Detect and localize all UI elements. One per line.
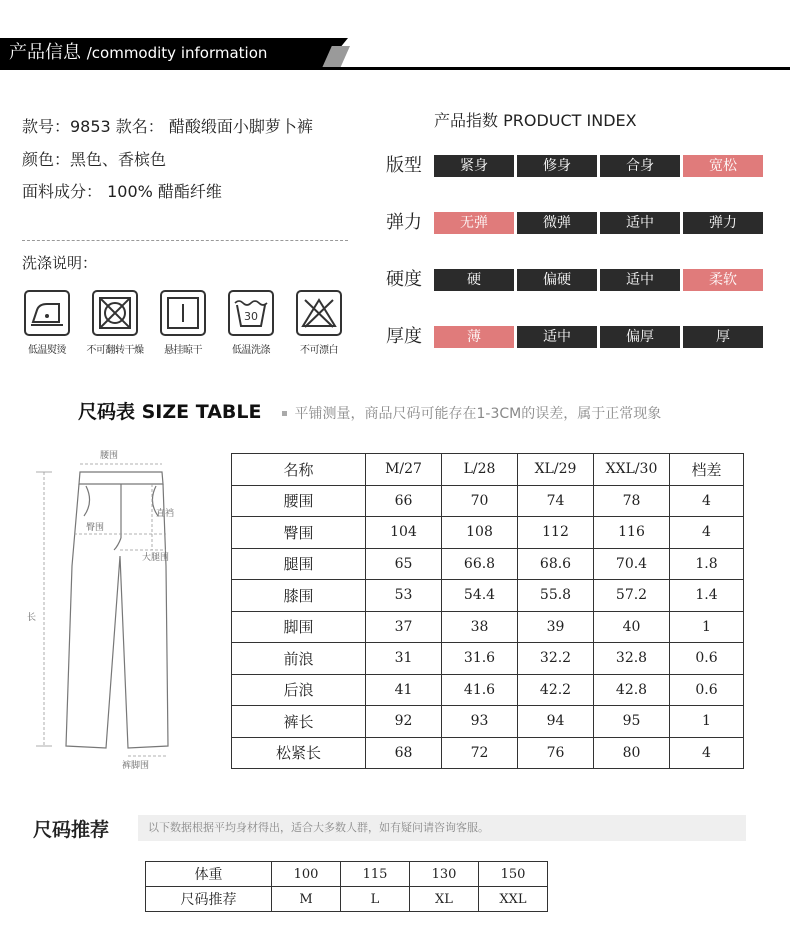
table-cell: M xyxy=(272,887,341,912)
wash-item xyxy=(12,290,82,356)
table-cell: 42.8 xyxy=(594,674,670,706)
index-option: 弹力 xyxy=(683,212,763,234)
size-table xyxy=(231,453,744,769)
info-color: 颜色：黑色、香槟色 xyxy=(22,150,167,169)
size-table-heading xyxy=(78,400,661,426)
table-cell: 1 xyxy=(670,611,744,643)
table-cell: 32.8 xyxy=(594,643,670,675)
table-cell: 42.2 xyxy=(518,674,594,706)
wash-30-icon xyxy=(228,290,274,336)
header-title-cn: 产品信息 xyxy=(9,42,81,63)
table-cell: 55.8 xyxy=(518,580,594,612)
table-cell: 66 xyxy=(366,485,442,517)
table-cell: 后浪 xyxy=(232,674,366,706)
table-cell: 93 xyxy=(442,706,518,738)
table-row xyxy=(232,643,744,675)
wash-label: 悬挂晾干 xyxy=(164,345,202,356)
table-cell: 0.6 xyxy=(670,674,744,706)
index-option: 硬 xyxy=(434,269,514,291)
table-header-cell: L/28 xyxy=(442,454,518,486)
table-cell: L xyxy=(341,887,410,912)
table-cell: 裤长 xyxy=(232,706,366,738)
index-option: 偏厚 xyxy=(600,326,680,348)
header-underline xyxy=(0,67,790,70)
diagram-label-thigh: 大腿围 xyxy=(142,553,170,563)
wash-item xyxy=(80,290,150,356)
diagram-label-hem: 裤脚围 xyxy=(122,761,150,771)
table-cell: 92 xyxy=(366,706,442,738)
diagram-label-waist: 腰围 xyxy=(100,451,119,461)
table-cell: 54.4 xyxy=(442,580,518,612)
header-title-en: /commodity information xyxy=(86,44,268,62)
pants-diagram xyxy=(22,446,192,776)
table-cell: 32.2 xyxy=(518,643,594,675)
wash-item xyxy=(284,290,354,356)
bullet-dot xyxy=(282,411,287,416)
table-cell: 68.6 xyxy=(518,548,594,580)
table-cell: 1.4 xyxy=(670,580,744,612)
table-cell: 130 xyxy=(410,862,479,887)
table-header-cell: 名称 xyxy=(232,454,366,486)
diagram-label-rise: 直裆 xyxy=(156,509,175,519)
no-tumble-dry-icon xyxy=(92,290,138,336)
table-cell: 0.6 xyxy=(670,643,744,675)
table-cell: 57.2 xyxy=(594,580,670,612)
index-row-stretch xyxy=(386,212,763,234)
table-cell: 116 xyxy=(594,517,670,549)
table-cell: 31 xyxy=(366,643,442,675)
table-row xyxy=(232,548,744,580)
index-row-fit xyxy=(386,155,763,177)
index-option: 柔软 xyxy=(683,269,763,291)
table-cell: 78 xyxy=(594,485,670,517)
index-row-label: 版型 xyxy=(386,155,422,176)
table-row xyxy=(232,674,744,706)
table-cell: 41.6 xyxy=(442,674,518,706)
table-cell: 37 xyxy=(366,611,442,643)
recommend-note: 以下数据根据平均身材得出，适合大多数人群，如有疑问请咨询客服。 xyxy=(138,815,746,841)
index-row-label: 硬度 xyxy=(386,269,422,290)
table-cell: 65 xyxy=(366,548,442,580)
table-cell: 腿围 xyxy=(232,548,366,580)
table-header-cell: M/27 xyxy=(366,454,442,486)
table-row xyxy=(232,517,744,549)
diagram-label-length: 长 xyxy=(27,613,37,623)
size-table-title: 尺码表 SIZE TABLE xyxy=(78,401,262,423)
table-cell: 100 xyxy=(272,862,341,887)
table-header-cell: XL/29 xyxy=(518,454,594,486)
wash-label: 不可翻转干燥 xyxy=(86,345,144,356)
table-cell: 150 xyxy=(479,862,548,887)
index-row-hardness xyxy=(386,269,763,291)
wash-label: 低温洗涤 xyxy=(232,345,270,356)
table-cell: 尺码推荐 xyxy=(146,887,272,912)
table-cell: 94 xyxy=(518,706,594,738)
table-cell: 70.4 xyxy=(594,548,670,580)
iron-low-temp-icon xyxy=(24,290,70,336)
index-option: 无弹 xyxy=(434,212,514,234)
table-cell: 脚围 xyxy=(232,611,366,643)
table-cell: 4 xyxy=(670,517,744,549)
recommend-table xyxy=(145,861,548,912)
table-cell: XL xyxy=(410,887,479,912)
index-option: 紧身 xyxy=(434,155,514,177)
hang-dry-icon xyxy=(160,290,206,336)
table-cell: 112 xyxy=(518,517,594,549)
size-table-note: 平铺测量，商品尺码可能存在1-3CM的误差，属于正常现象 xyxy=(294,406,662,422)
info-divider xyxy=(22,240,348,241)
index-option: 修身 xyxy=(517,155,597,177)
header-title xyxy=(9,42,267,64)
index-option: 适中 xyxy=(600,212,680,234)
table-row xyxy=(232,485,744,517)
wash-label: 低温熨烫 xyxy=(28,345,66,356)
table-cell: 76 xyxy=(518,737,594,769)
index-option: 适中 xyxy=(517,326,597,348)
index-option: 薄 xyxy=(434,326,514,348)
index-option: 厚 xyxy=(683,326,763,348)
recommend-title: 尺码推荐 xyxy=(33,819,110,841)
table-row xyxy=(232,611,744,643)
table-cell: 108 xyxy=(442,517,518,549)
table-cell: 72 xyxy=(442,737,518,769)
index-row-thickness xyxy=(386,326,763,348)
index-option: 偏硬 xyxy=(517,269,597,291)
table-cell: 1 xyxy=(670,706,744,738)
info-fabric: 面料成分： 100% 醋酯纤维 xyxy=(22,182,222,201)
size-table-header-row xyxy=(232,454,744,486)
table-cell: 74 xyxy=(518,485,594,517)
index-row-label: 弹力 xyxy=(386,212,422,233)
table-cell: XXL xyxy=(479,887,548,912)
wash-temp-text: 30 xyxy=(244,310,258,323)
table-row xyxy=(146,862,548,887)
index-row-label: 厚度 xyxy=(386,326,422,347)
diagram-label-hip: 臀围 xyxy=(86,523,105,533)
table-cell: 68 xyxy=(366,737,442,769)
table-cell: 80 xyxy=(594,737,670,769)
table-header-cell: XXL/30 xyxy=(594,454,670,486)
index-option: 适中 xyxy=(600,269,680,291)
table-cell: 95 xyxy=(594,706,670,738)
table-cell: 膝围 xyxy=(232,580,366,612)
table-cell: 4 xyxy=(670,737,744,769)
table-header-cell: 档差 xyxy=(670,454,744,486)
wash-item xyxy=(216,290,286,356)
index-option: 宽松 xyxy=(683,155,763,177)
table-row xyxy=(232,706,744,738)
wash-title: 洗涤说明： xyxy=(22,254,98,272)
table-cell: 104 xyxy=(366,517,442,549)
table-cell: 70 xyxy=(442,485,518,517)
table-row xyxy=(146,887,548,912)
table-cell: 松紧长 xyxy=(232,737,366,769)
table-cell: 39 xyxy=(518,611,594,643)
table-cell: 体重 xyxy=(146,862,272,887)
table-cell: 4 xyxy=(670,485,744,517)
table-cell: 前浪 xyxy=(232,643,366,675)
info-style-name: 款号：9853 款名： 醋酸缎面小脚萝卜裤 xyxy=(22,117,313,136)
table-cell: 115 xyxy=(341,862,410,887)
index-option: 合身 xyxy=(600,155,680,177)
table-cell: 66.8 xyxy=(442,548,518,580)
table-cell: 40 xyxy=(594,611,670,643)
table-cell: 腰围 xyxy=(232,485,366,517)
table-cell: 1.8 xyxy=(670,548,744,580)
table-row xyxy=(232,737,744,769)
table-row xyxy=(232,580,744,612)
no-bleach-icon xyxy=(296,290,342,336)
wash-label: 不可漂白 xyxy=(300,345,338,356)
product-index-title: 产品指数 PRODUCT INDEX xyxy=(434,111,637,130)
table-cell: 38 xyxy=(442,611,518,643)
index-option: 微弹 xyxy=(517,212,597,234)
table-cell: 31.6 xyxy=(442,643,518,675)
wash-item xyxy=(148,290,218,356)
table-cell: 53 xyxy=(366,580,442,612)
table-cell: 41 xyxy=(366,674,442,706)
table-cell: 臀围 xyxy=(232,517,366,549)
